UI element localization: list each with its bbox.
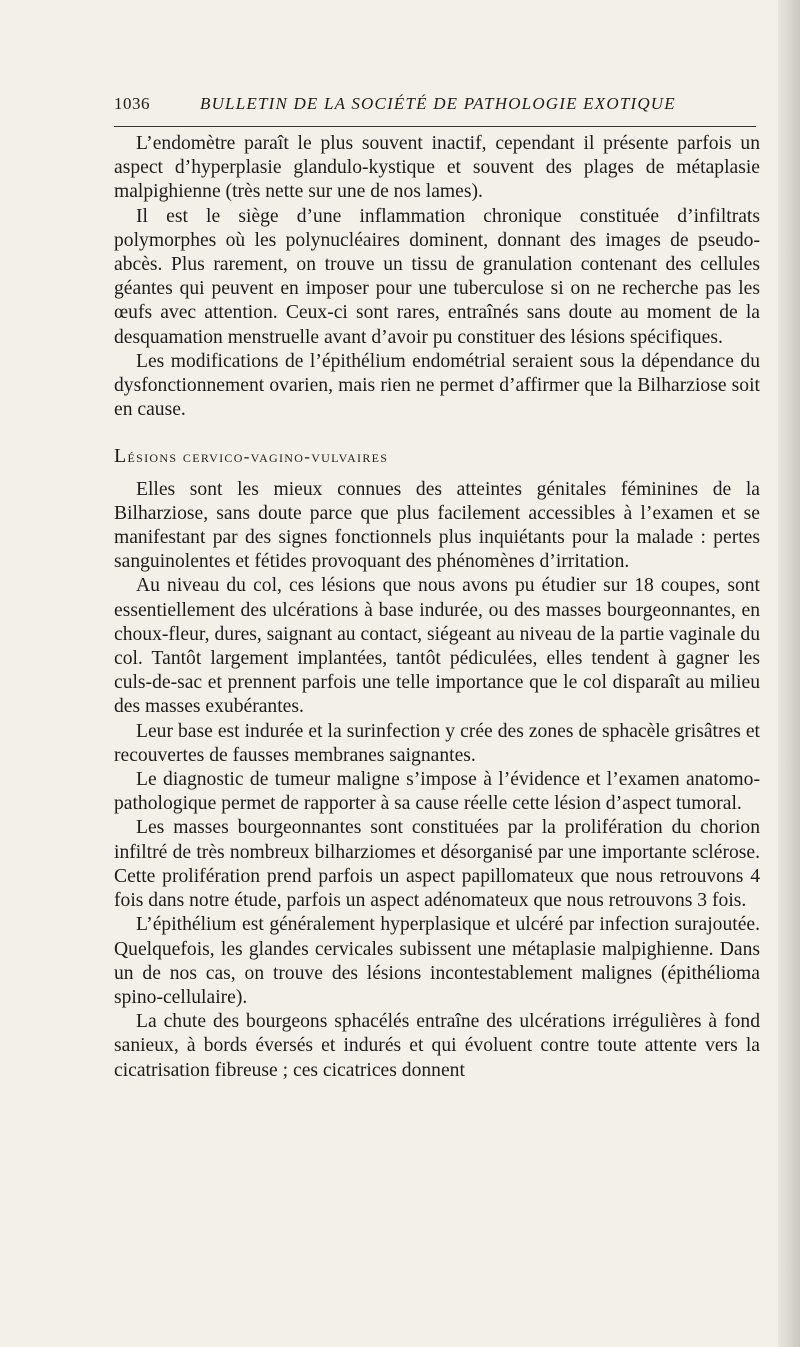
page-number: 1036 [114,94,150,113]
section-heading-initial: L [114,445,128,468]
paragraph: Au niveau du col, ces lésions que nous avons pu étudier sur 18 coupes, sont essentiellement des ulcérations à base indurée, ou des masses bourgeonnantes, en choux-fleur, dures, saignant au contact, siégeant au niveau de la partie vaginale du col. Tantôt largement implantées, tantôt pédiculées, elles tendent à gagner les culs-de-sac et prennent parfois une telle importance que le col disparaît au milieu des masses exubérantes. [114,575,760,718]
running-title: BULLETIN DE LA SOCIÉTÉ DE PATHOLOGIE EXOTIQUE [200,94,676,113]
article-body [114,132,760,1083]
paragraph: L’endomètre paraît le plus souvent inactif, cependant il présente parfois un aspect d’hyperplasie glandulo-kystique et souvent des plages de métaplasie malpighienne (très nette sur une de nos lames). [114,133,760,203]
paragraph: L’épithélium est généralement hyperplasique et ulcéré par infection surajoutée. Quelquefois, les glandes cervicales subissent une métaplasie malpighienne. Dans un de nos cas, on trouve des lésions incontestablement malignes (épithélioma spino-cellulaire). [114,914,760,1008]
paragraph: Leur base est indurée et la surinfection y crée des zones de sphacèle grisâtres et recouvertes de fausses membranes saignantes. [114,720,760,766]
paragraph: Le diagnostic de tumeur maligne s’impose à l’évidence et l’examen anatomo-pathologique permet de rapporter à sa cause réelle cette lésion d’aspect tumoral. [114,769,760,815]
page-header [114,94,756,120]
page-edge-shadow [778,0,800,1347]
header-rule [114,126,756,127]
paragraph: Les modifications de l’épithélium endométrial seraient sous la dépendance du dysfonctionnement ovarien, mais rien ne permet d’affirmer que la Bilharziose soit en cause. [114,350,760,421]
paragraph: La chute des bourgeons sphacélés entraîne des ulcérations irrégulières à fond sanieux, à bords éversés et indurés et qui évoluent contre toute attente vers la cicatrisation fibreuse ; ces cicatrices donnent [114,1011,760,1081]
paragraph: Il est le siège d’une inflammation chronique constituée d’infiltrats polymorphes où les polynucléaires dominent, donnant des images de pseudo-abcès. Plus rarement, on trouve un tissu de granulation contenant des cellules géantes qui peuvent en imposer pour une tuberculose si on ne recherche pas les œufs avec attention. Ceux-ci sont rares, entraînés sans doute au moment de la desquamation menstruelle avant d’avoir pu constituer des lésions spécifiques. [114,205,760,348]
paragraph: Les masses bourgeonnantes sont constituées par la prolifération du chorion infiltré de très nombreux bilharziomes et désorganisé par une importante sclérose. Cette prolifération prend parfois un aspect papillomateux que nous retrouvons 4 fois dans notre étude, parfois un aspect adénomateux que nous retrouvons 3 fois. [114,817,760,912]
paragraph: Elles sont les mieux connues des atteintes génitales féminines de la Bilharziose, sans doute parce que plus facilement accessibles à l’examen et se manifestant par des signes fonctionnels plus inquiétants pour la malade : pertes sanguinolentes et fétides provoquant des phénomènes d’irritation. [114,478,760,573]
section-heading-rest: ésions cervico-vagino-vulvaires [127,447,389,467]
section-heading [114,444,760,469]
